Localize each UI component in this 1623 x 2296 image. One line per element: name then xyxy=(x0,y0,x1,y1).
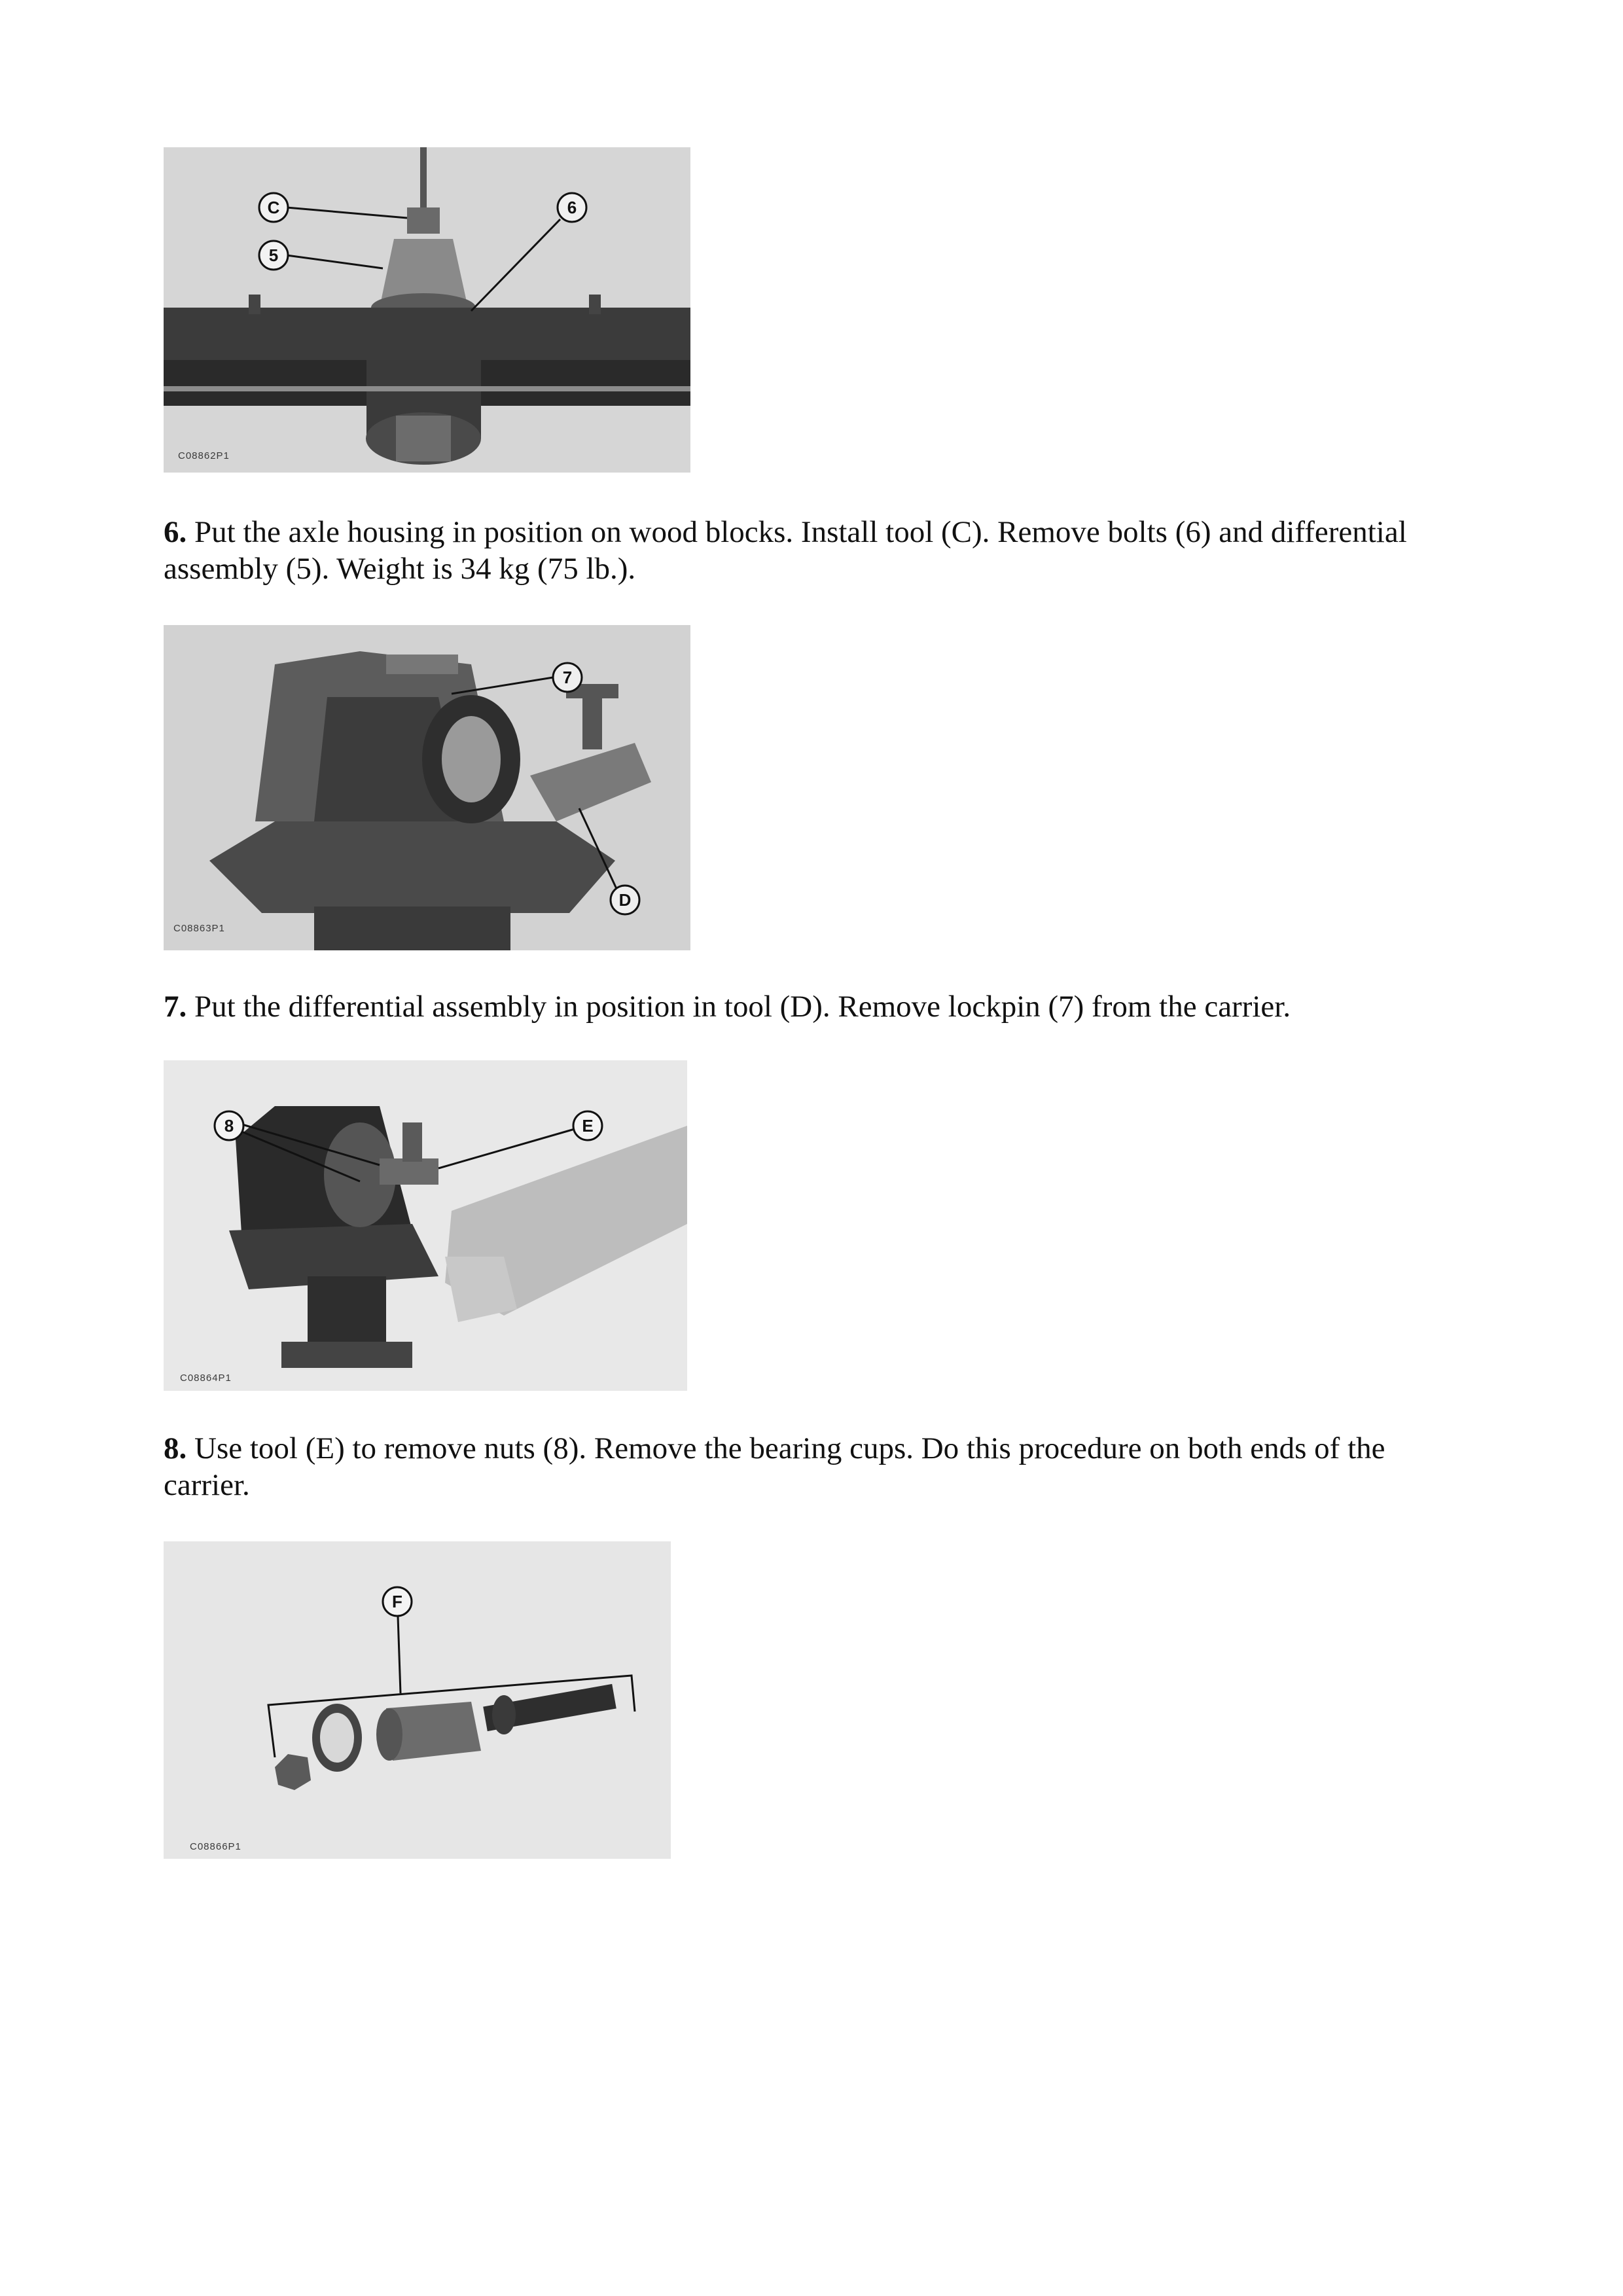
svg-text:E: E xyxy=(582,1116,594,1136)
figure-differential-in-tool xyxy=(164,625,690,950)
step-8 xyxy=(164,1430,1472,1503)
figure-code: C08864P1 xyxy=(180,1372,232,1384)
callout-f-icon xyxy=(383,1587,412,1616)
figure-tool-f xyxy=(164,1541,671,1859)
step-text: Put the differential assembly in position in tool (D). Remove lockpin (7) from the carrier. xyxy=(194,990,1291,1024)
callout-e-icon xyxy=(573,1111,602,1140)
figure-code: C08866P1 xyxy=(190,1841,241,1852)
svg-text:5: 5 xyxy=(268,245,279,265)
figure-axle-housing xyxy=(164,147,690,473)
svg-text:F: F xyxy=(392,1592,402,1611)
figure-code: C08862P1 xyxy=(178,450,230,461)
figure-code: C08863P1 xyxy=(173,923,225,934)
axle-housing-illustration xyxy=(164,147,690,473)
nut-removal-illustration xyxy=(164,1060,687,1391)
figure-remove-nuts xyxy=(164,1060,687,1391)
tool-f-illustration xyxy=(164,1541,671,1859)
step-text: Use tool (E) to remove nuts (8). Remove the bearing cups. Do this procedure on both ends of the carrier. xyxy=(164,1431,1385,1502)
callout-8-icon xyxy=(215,1111,243,1140)
svg-text:D: D xyxy=(618,890,632,910)
step-7 xyxy=(164,988,1472,1025)
svg-text:6: 6 xyxy=(567,198,577,217)
callout-6-icon xyxy=(558,193,586,222)
step-text: Put the axle housing in position on wood blocks. Install tool (C). Remove bolts (6) and differential assembly (5). Weight is 34 kg (75 lb.). xyxy=(164,515,1407,586)
step-number: 6. xyxy=(164,515,187,549)
differential-illustration xyxy=(164,625,690,950)
svg-text:C: C xyxy=(267,198,280,217)
step-6 xyxy=(164,514,1472,587)
callout-5-icon xyxy=(259,241,288,270)
svg-text:7: 7 xyxy=(562,668,573,687)
callout-d-icon xyxy=(611,886,639,914)
callout-7-icon xyxy=(553,663,582,692)
callout-c-icon xyxy=(259,193,288,222)
step-number: 7. xyxy=(164,990,187,1024)
step-number: 8. xyxy=(164,1431,187,1465)
svg-text:8: 8 xyxy=(224,1116,234,1136)
